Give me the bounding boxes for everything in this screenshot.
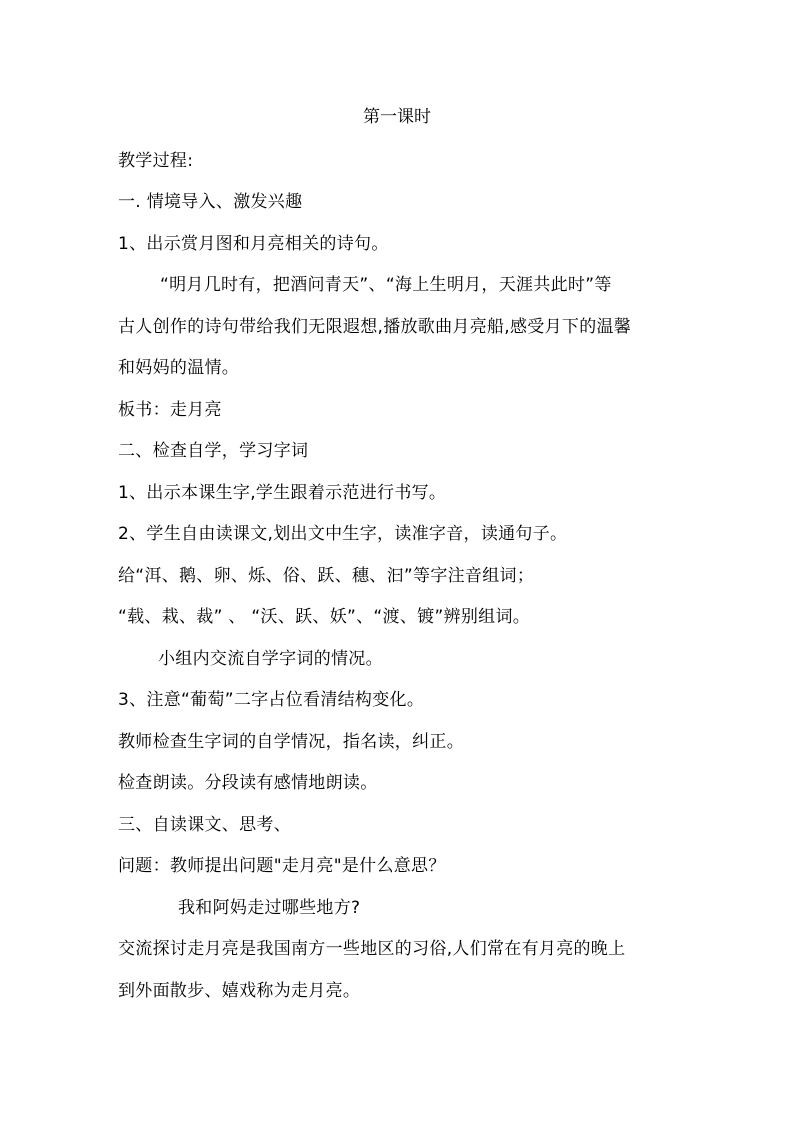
step-2-3: 3、注意“葡萄”二字占位看清结构变化。	[118, 690, 425, 710]
paragraph-line: “载、栽、裁” 、 “沃、跃、妖”、“渡、镀”辨别组词。	[118, 607, 531, 627]
paragraph-line: “明月几时有，把酒问青天”、“海上生明月，天涯共此时”等	[160, 275, 612, 295]
paragraph-line: 交流探讨走月亮是我国南方一些地区的习俗,人们常在有月亮的晚上	[118, 939, 626, 959]
paragraph-line: 检查朗读。分段读有感情地朗读。	[118, 773, 378, 793]
step-2-2: 2、学生自由读课文,划出文中生字，读准字音，读通句子。	[118, 524, 568, 544]
section-heading-1: 一. 情境导入、激发兴趣	[118, 192, 303, 212]
step-1-1: 1、出示赏月图和月亮相关的诗句。	[118, 234, 389, 254]
paragraph-line: 古人创作的诗句带给我们无限遐想,播放歌曲月亮船,感受月下的温馨	[118, 317, 632, 337]
step-2-1: 1、出示本课生字,学生跟着示范进行书写。	[118, 483, 447, 503]
paragraph-line: 小组内交流自学字词的情况。	[158, 649, 383, 669]
paragraph-line: 教师检查生字词的自学情况，指名读，纠正。	[118, 732, 464, 752]
section-heading-teaching-process: 教学过程:	[118, 151, 194, 171]
section-heading-3: 三、自读课文、思考、	[118, 815, 291, 835]
paragraph-line: 给“洱、鹅、卵、烁、俗、跃、穗、汩”等字注音组词；	[118, 566, 535, 586]
page-title: 第一课时	[363, 107, 431, 127]
blackboard-note: 板书：走月亮	[118, 400, 222, 420]
paragraph-line: 和妈妈的温情。	[118, 358, 240, 378]
section-heading-2: 二、检查自学，学习字词	[118, 441, 309, 461]
paragraph-line: 到外面散步、嬉戏称为走月亮。	[118, 981, 361, 1001]
question-line: 我和阿妈走过哪些地方?	[178, 898, 361, 918]
question-line: 问题：教师提出问题"走月亮"是什么意思？	[118, 856, 446, 876]
